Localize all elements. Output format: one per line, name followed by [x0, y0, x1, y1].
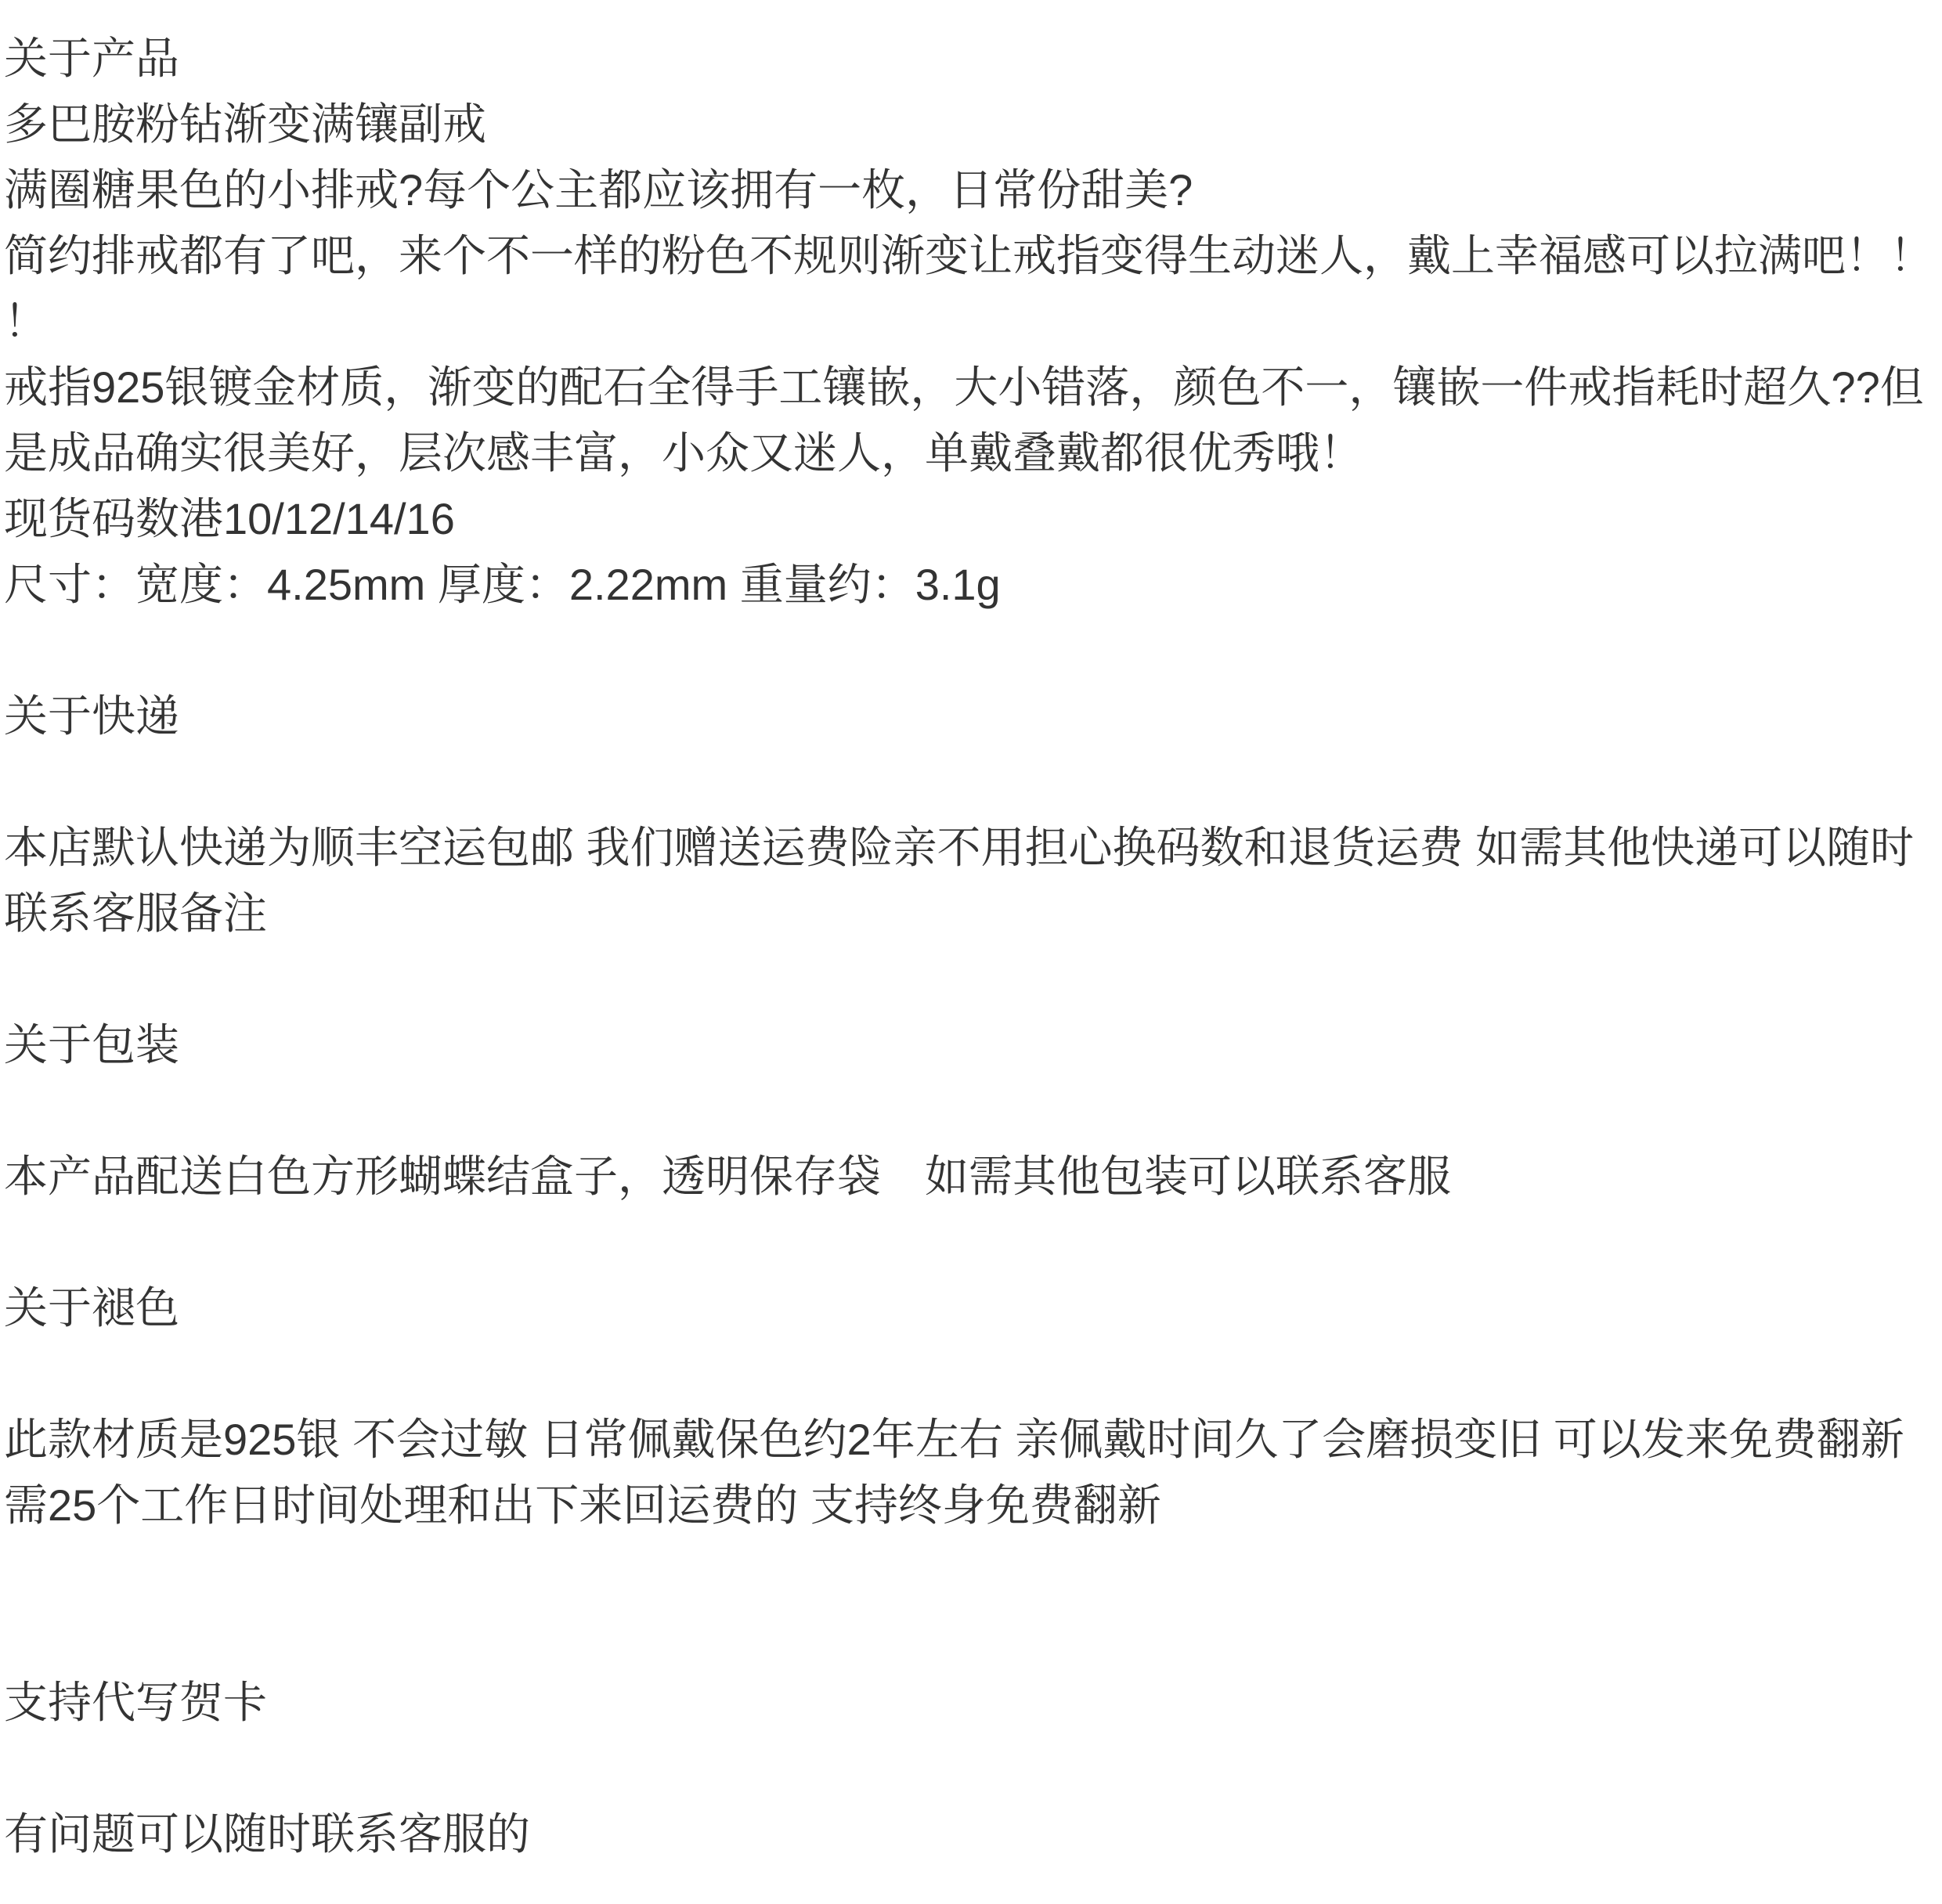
product-available-sizes: 现货码数港10/12/14/16 — [4, 494, 455, 543]
shipping-info: 本店默认快递为顺丰空运包邮 我们赠送运费险亲不用担心换码数和退货运费 如需其他快递可以随时联系客服备注 — [4, 823, 1915, 938]
heading-fading: 关于褪色 — [4, 1283, 179, 1332]
greeting-card-note: 支持代写贺卡 — [4, 1678, 267, 1727]
section-shipping — [4, 683, 1937, 947]
product-intro-gradient: 简约排戒都有了吧，来个不一样的粉色不规则渐变让戒指变得生动迷人，戴上幸福感可以拉满吧！！！ — [4, 231, 1933, 346]
heading-product: 关于产品 — [4, 34, 179, 83]
section-fading — [4, 1275, 1937, 1538]
packaging-info: 本产品配送白色方形蝴蝶结盒子，透明保存袋 如需其他包装可以联系客服 — [4, 1152, 1451, 1201]
section-greeting-card — [4, 1670, 1937, 1867]
section-product — [4, 26, 1937, 618]
heading-shipping: 关于快递 — [4, 691, 179, 741]
fading-info: 此款材质是925银 不会过敏 日常佩戴保色约2年左右 亲佩戴时间久了会磨损变旧 可以发来免费翻新需25个工作日时间处理和出下来回运费的 支持终身免费翻新 — [4, 1415, 1904, 1530]
product-intro-sweet: 满圈糖果色的小排戒?每个公主都应该拥有一枚，日常份甜美? — [4, 165, 1193, 215]
product-material-detail: 戒指925银镀金材质，渐变的配石全得手工镶嵌，大小错落，颜色不一，镶嵌一件戒指耗时超久??但是成品确实很美好，层次感丰富，小众又迷人，单戴叠戴都很优秀哦！ — [4, 362, 1924, 478]
contact-note: 有问题可以随时联系客服的 — [4, 1809, 530, 1859]
product-name: 多巴胺粉钻渐变满镶副戒 — [4, 99, 486, 149]
heading-packaging: 关于包装 — [4, 1020, 179, 1069]
product-dimensions: 尺寸：宽度：4.25mm 厚度：2.22mm 重量约：3.1g — [4, 560, 1001, 609]
section-packaging — [4, 1012, 1937, 1210]
